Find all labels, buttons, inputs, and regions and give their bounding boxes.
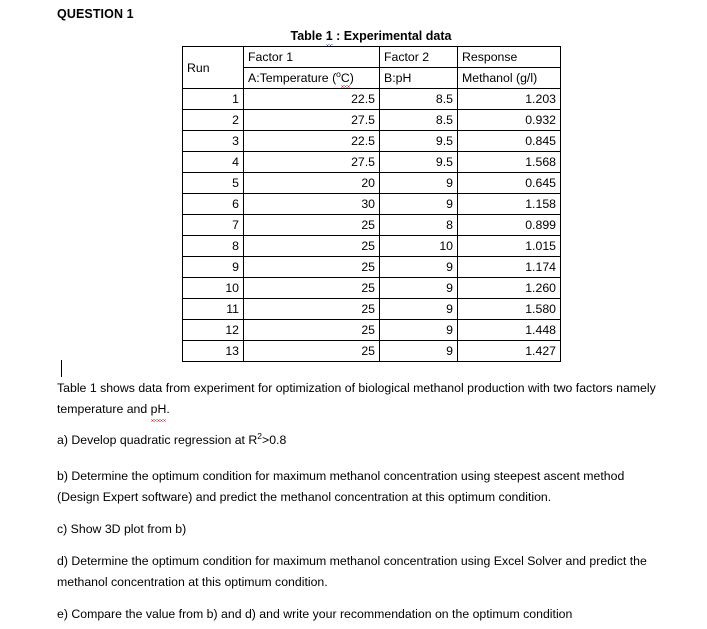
cell-ph: 9 <box>380 320 458 341</box>
paragraph-item-c: c) Show 3D plot from b) <box>57 522 187 536</box>
question-heading: QUESTION 1 <box>57 7 134 21</box>
intro-spellcheck-ph: pH <box>151 399 167 420</box>
table-row <box>183 89 561 110</box>
text-cursor-caret <box>61 360 62 377</box>
item-a-superscript: 2 <box>257 430 263 441</box>
header-response: Response <box>458 47 561 68</box>
table-row <box>183 110 561 131</box>
cell-methanol: 1.158 <box>458 194 561 215</box>
table-row <box>183 173 561 194</box>
cell-ph: 9 <box>380 173 458 194</box>
cell-run: 10 <box>183 278 244 299</box>
cell-run: 1 <box>183 89 244 110</box>
cell-ph: 8.5 <box>380 89 458 110</box>
cell-methanol: 1.448 <box>458 320 561 341</box>
cell-methanol: 1.427 <box>458 341 561 362</box>
cell-run: 3 <box>183 131 244 152</box>
cell-temperature: 25 <box>244 236 380 257</box>
cell-run: 13 <box>183 341 244 362</box>
caption-prefix: Table <box>290 29 326 43</box>
table-row <box>183 278 561 299</box>
paragraph-item-e: e) Compare the value from b) and d) and write your recommendation on the optimum condition <box>57 607 573 621</box>
cell-run: 6 <box>183 194 244 215</box>
cell-temperature: 25 <box>244 299 380 320</box>
caption-number: 1 <box>325 29 333 43</box>
cell-temperature: 22.5 <box>244 131 380 152</box>
cell-run: 8 <box>183 236 244 257</box>
cell-methanol: 0.845 <box>458 131 561 152</box>
table-row <box>183 257 561 278</box>
cell-ph: 8 <box>380 215 458 236</box>
cell-ph: 9 <box>380 299 458 320</box>
caption-suffix: : Experimental data <box>332 29 452 43</box>
intro-text-part1: Table 1 shows data from experiment for optimization of biological methanol production with two factors namely temperature and <box>57 381 656 416</box>
degree-symbol: o <box>336 68 341 79</box>
table-row <box>183 236 561 257</box>
cell-temperature: 30 <box>244 194 380 215</box>
header-factor1: Factor 1 <box>244 47 380 68</box>
header-response-detail: Methanol (g/l) <box>458 68 561 89</box>
item-a-pre: a) Develop quadratic regression at R <box>57 433 258 447</box>
table-caption <box>182 28 560 44</box>
paragraph-item-b: b) Determine the optimum condition for maximum methanol concentration using steepest ascent method (Design Expert software) and predict the methanol concentration at this optimum condition. <box>57 469 625 504</box>
cell-methanol: 0.932 <box>458 110 561 131</box>
cell-ph: 9 <box>380 257 458 278</box>
cell-ph: 9 <box>380 341 458 362</box>
cell-methanol: 0.645 <box>458 173 561 194</box>
cell-methanol: 1.174 <box>458 257 561 278</box>
item-a-post: >0.8 <box>262 433 287 447</box>
paragraph-item-a <box>57 430 657 451</box>
cell-methanol: 1.015 <box>458 236 561 257</box>
factor1-suffix: ) <box>349 71 354 85</box>
header-run: Run <box>183 47 244 89</box>
cell-methanol: 1.580 <box>458 299 561 320</box>
intro-text-part2: . <box>166 402 170 416</box>
experimental-data-table <box>182 46 561 362</box>
cell-temperature: 25 <box>244 278 380 299</box>
cell-temperature: 25 <box>244 320 380 341</box>
factor1-prefix: A:Temperature ( <box>248 71 337 85</box>
cell-temperature: 25 <box>244 215 380 236</box>
factor1-unit: C <box>340 71 350 85</box>
cell-methanol: 1.203 <box>458 89 561 110</box>
cell-methanol: 0.899 <box>458 215 561 236</box>
header-factor2-detail: B:pH <box>380 68 458 89</box>
table-row <box>183 341 561 362</box>
table-row <box>183 131 561 152</box>
cell-run: 7 <box>183 215 244 236</box>
header-factor1-detail <box>244 68 380 89</box>
cell-temperature: 27.5 <box>244 152 380 173</box>
cell-run: 9 <box>183 257 244 278</box>
table-row <box>183 299 561 320</box>
table-row <box>183 152 561 173</box>
paragraph-item-d: d) Determine the optimum condition for maximum methanol concentration using Excel Solver and predict the methanol concentration at this optimum condition. <box>57 554 647 589</box>
cell-run: 2 <box>183 110 244 131</box>
table-row <box>183 320 561 341</box>
cell-ph: 10 <box>380 236 458 257</box>
cell-temperature: 27.5 <box>244 110 380 131</box>
cell-methanol: 1.568 <box>458 152 561 173</box>
cell-ph: 9.5 <box>380 152 458 173</box>
cell-temperature: 20 <box>244 173 380 194</box>
cell-run: 4 <box>183 152 244 173</box>
cell-ph: 8.5 <box>380 110 458 131</box>
cell-ph: 9 <box>380 278 458 299</box>
paragraph-intro <box>57 378 657 420</box>
cell-ph: 9 <box>380 194 458 215</box>
cell-run: 12 <box>183 320 244 341</box>
cell-methanol: 1.260 <box>458 278 561 299</box>
cell-run: 11 <box>183 299 244 320</box>
cell-temperature: 25 <box>244 257 380 278</box>
cell-ph: 9.5 <box>380 131 458 152</box>
cell-temperature: 22.5 <box>244 89 380 110</box>
cell-temperature: 25 <box>244 341 380 362</box>
table-row <box>183 194 561 215</box>
table-header-row-1 <box>183 47 561 68</box>
header-factor2: Factor 2 <box>380 47 458 68</box>
table-row <box>183 215 561 236</box>
cell-run: 5 <box>183 173 244 194</box>
